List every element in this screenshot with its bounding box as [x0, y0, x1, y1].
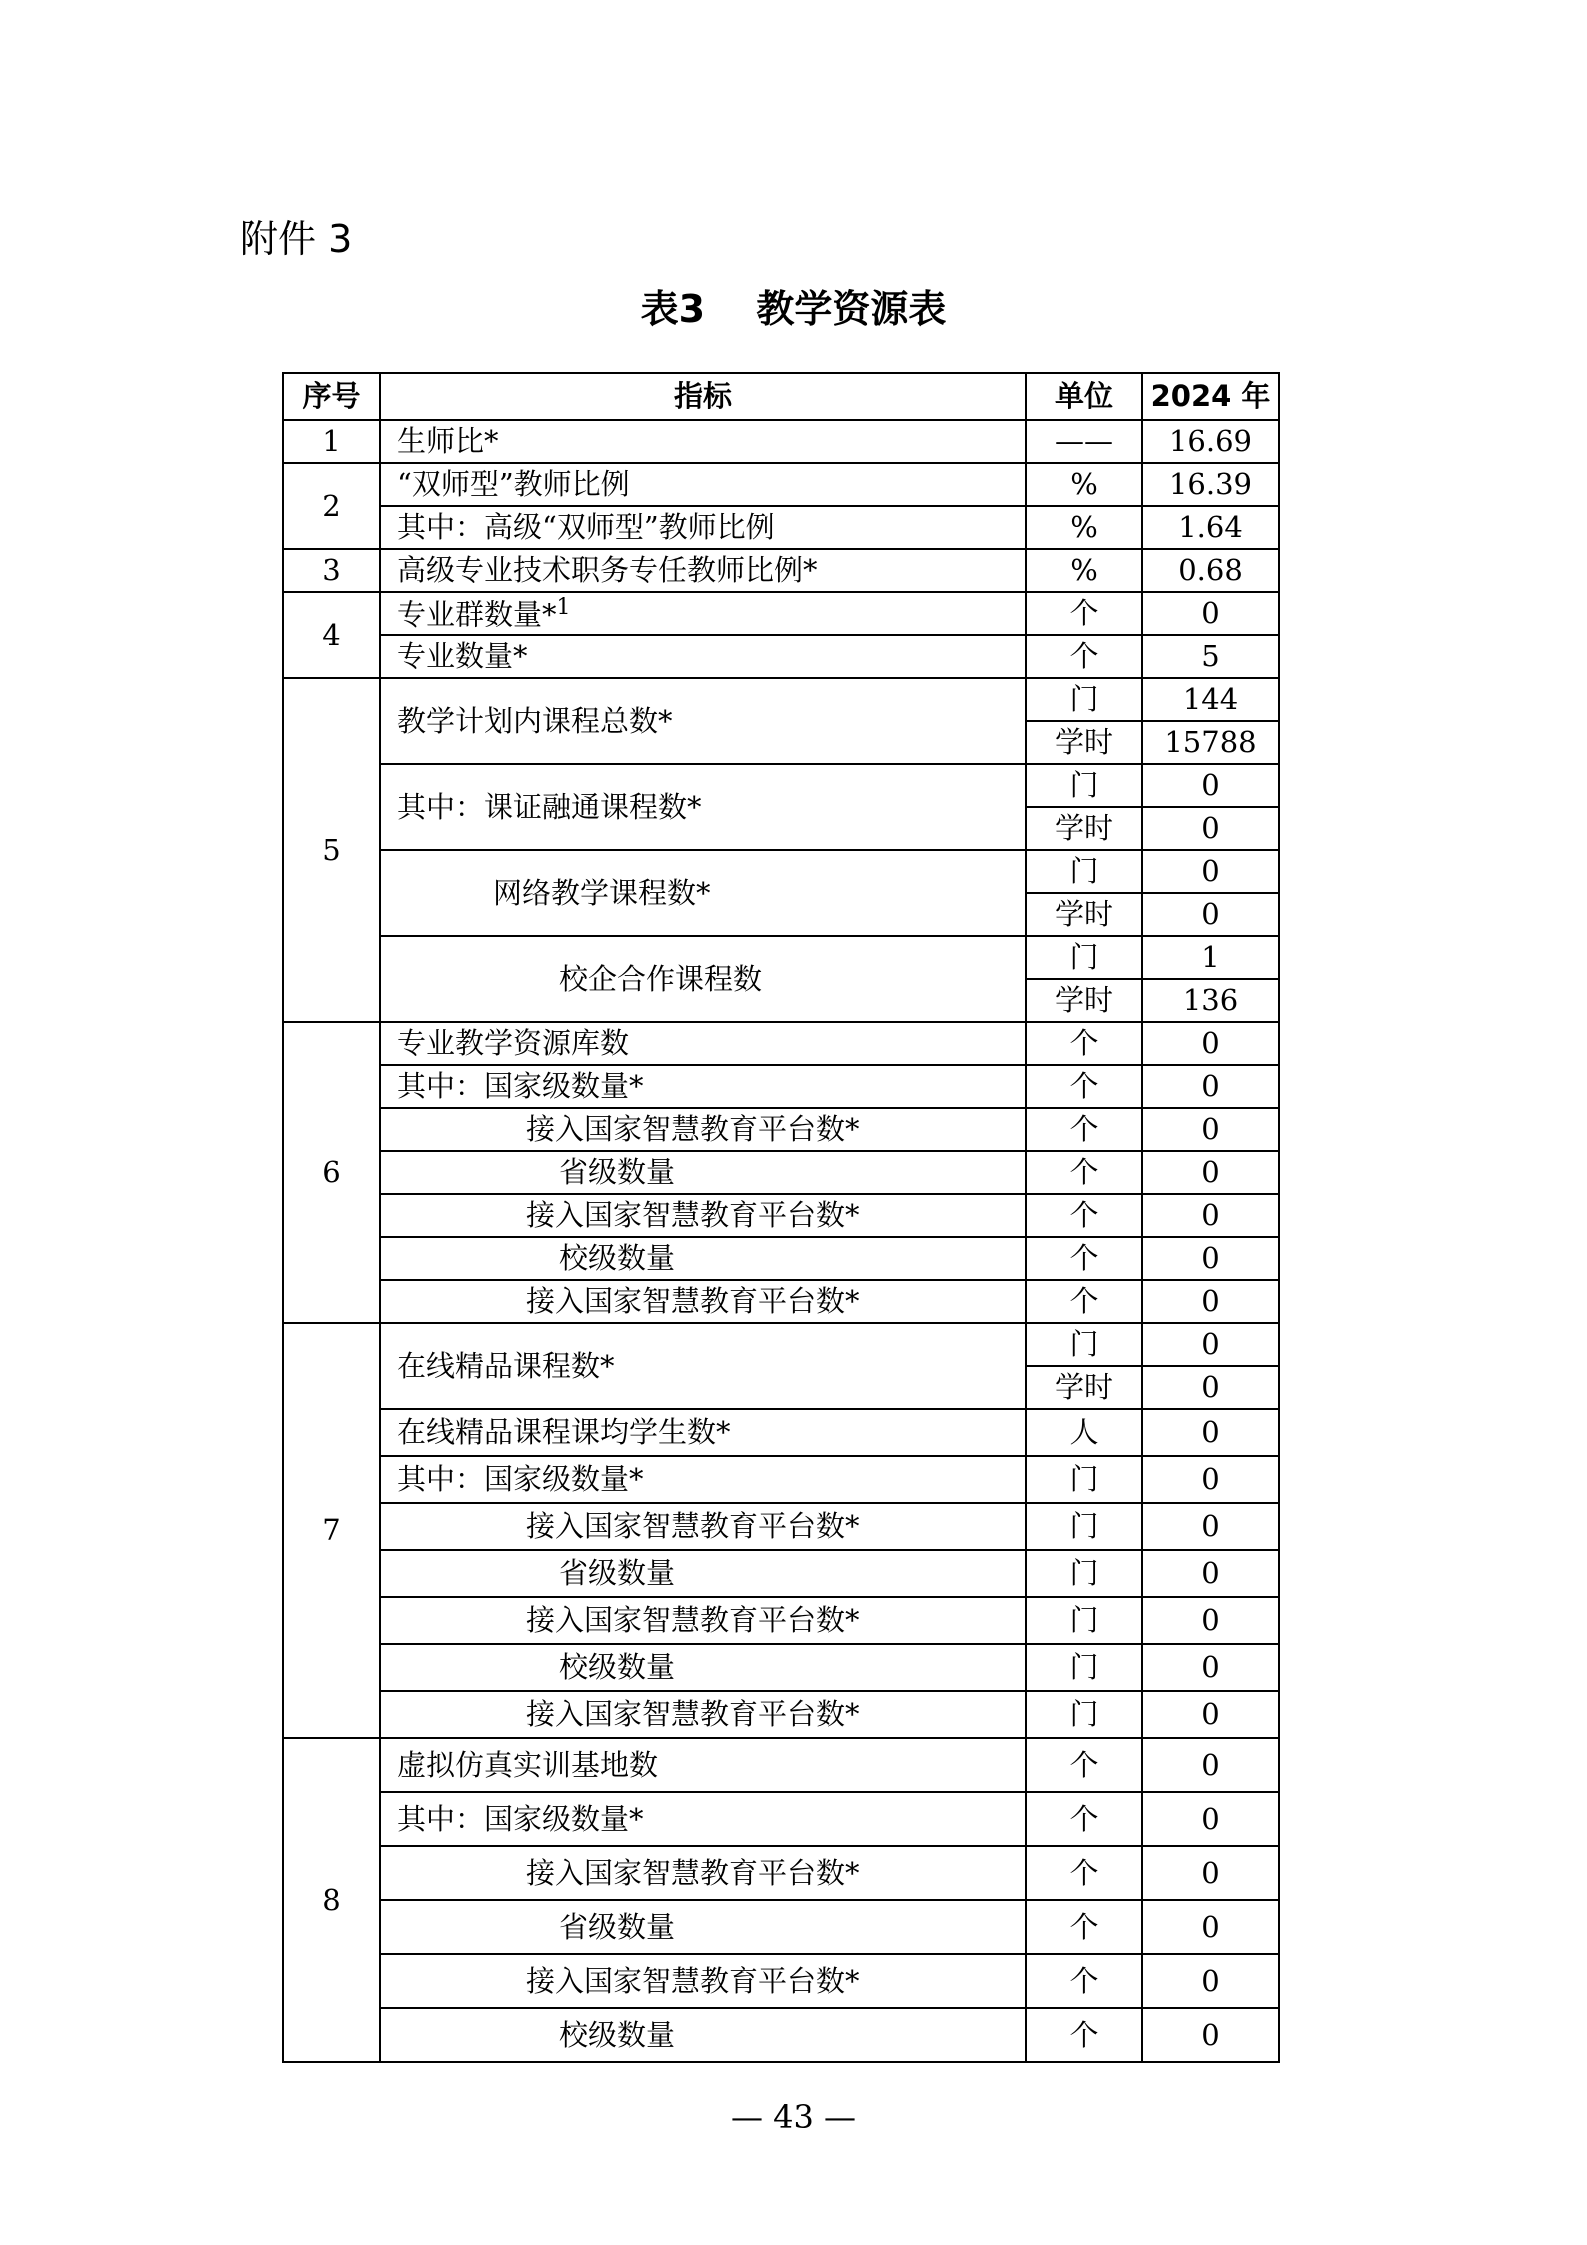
table-row — [283, 420, 1279, 463]
table-row — [283, 764, 1279, 807]
unit-cell: 个 — [1026, 1108, 1142, 1151]
unit-cell: 个 — [1026, 1022, 1142, 1065]
unit-cell: 门 — [1026, 1550, 1142, 1597]
value-cell: 0 — [1142, 1846, 1279, 1900]
unit-cell: 门 — [1026, 1323, 1142, 1366]
value-cell: 0 — [1142, 1738, 1279, 1792]
table-row — [283, 1738, 1279, 1792]
seq-cell: 6 — [283, 1022, 380, 1323]
seq-cell: 8 — [283, 1738, 380, 2062]
seq-cell: 5 — [283, 678, 380, 1022]
value-cell: 0 — [1142, 1366, 1279, 1409]
indicator-cell: 在线精品课程数* — [380, 1323, 1026, 1409]
table-row — [283, 1691, 1279, 1738]
value-cell: 1.64 — [1142, 506, 1279, 549]
table-row — [283, 1900, 1279, 1954]
indicator-cell: 接入国家智慧教育平台数* — [380, 1108, 1026, 1151]
unit-cell: % — [1026, 549, 1142, 592]
unit-cell: 个 — [1026, 1846, 1142, 1900]
table-row — [283, 1108, 1279, 1151]
unit-cell: 人 — [1026, 1409, 1142, 1456]
seq-cell: 2 — [283, 463, 380, 549]
unit-cell: 个 — [1026, 635, 1142, 678]
indicator-cell: 教学计划内课程总数* — [380, 678, 1026, 764]
value-cell: 0 — [1142, 1550, 1279, 1597]
table-title: 表3 教学资源表 — [640, 287, 947, 331]
table-row — [283, 592, 1279, 635]
unit-cell: 学时 — [1026, 979, 1142, 1022]
value-cell: 0 — [1142, 1456, 1279, 1503]
table-row — [283, 1503, 1279, 1550]
indicator-cell: 校级数量 — [380, 2008, 1026, 2062]
header-year: 2024 年 — [1142, 373, 1279, 420]
value-cell: 0 — [1142, 1409, 1279, 1456]
value-cell: 0 — [1142, 1108, 1279, 1151]
table-row — [283, 1597, 1279, 1644]
indicator-cell: 其中：高级“双师型”教师比例 — [380, 506, 1026, 549]
value-cell: 0 — [1142, 1237, 1279, 1280]
unit-cell: 个 — [1026, 1237, 1142, 1280]
value-cell: 0 — [1142, 807, 1279, 850]
indicator-cell: 专业教学资源库数 — [380, 1022, 1026, 1065]
unit-cell: 个 — [1026, 1194, 1142, 1237]
value-cell: 0 — [1142, 1900, 1279, 1954]
unit-cell: 学时 — [1026, 1366, 1142, 1409]
value-cell: 0 — [1142, 764, 1279, 807]
indicator-text: 专业群数量* — [397, 597, 557, 632]
indicator-cell: 校级数量 — [380, 1644, 1026, 1691]
value-cell: 15788 — [1142, 721, 1279, 764]
table-row — [283, 1456, 1279, 1503]
indicator-cell: 校企合作课程数 — [380, 936, 1026, 1022]
table-header-row — [283, 373, 1279, 420]
unit-cell: —— — [1026, 420, 1142, 463]
indicator-cell: 接入国家智慧教育平台数* — [380, 1503, 1026, 1550]
indicator-cell: “双师型”教师比例 — [380, 463, 1026, 506]
table-row — [283, 1644, 1279, 1691]
table-row — [283, 936, 1279, 979]
seq-cell: 7 — [283, 1323, 380, 1738]
indicator-cell: 接入国家智慧教育平台数* — [380, 1691, 1026, 1738]
indicator-cell: 虚拟仿真实训基地数 — [380, 1738, 1026, 1792]
value-cell: 0 — [1142, 1792, 1279, 1846]
header-unit: 单位 — [1026, 373, 1142, 420]
table-row — [283, 1846, 1279, 1900]
table-row — [283, 1954, 1279, 2008]
value-cell: 0 — [1142, 1323, 1279, 1366]
unit-cell: 个 — [1026, 1151, 1142, 1194]
unit-cell: 个 — [1026, 1954, 1142, 2008]
unit-cell: 学时 — [1026, 721, 1142, 764]
value-cell: 0 — [1142, 1597, 1279, 1644]
value-cell: 0 — [1142, 1022, 1279, 1065]
table-row — [283, 1280, 1279, 1323]
table-row — [283, 850, 1279, 893]
table-row — [283, 1065, 1279, 1108]
indicator-cell: 其中：国家级数量* — [380, 1456, 1026, 1503]
indicator-cell: 接入国家智慧教育平台数* — [380, 1597, 1026, 1644]
table-row — [283, 549, 1279, 592]
unit-cell: 学时 — [1026, 893, 1142, 936]
table-row — [283, 635, 1279, 678]
indicator-cell: 网络教学课程数* — [380, 850, 1026, 936]
table-row — [283, 1237, 1279, 1280]
indicator-cell: 接入国家智慧教育平台数* — [380, 1280, 1026, 1323]
unit-cell: % — [1026, 506, 1142, 549]
indicator-cell: 其中：国家级数量* — [380, 1792, 1026, 1846]
indicator-cell: 接入国家智慧教育平台数* — [380, 1846, 1026, 1900]
value-cell: 16.39 — [1142, 463, 1279, 506]
value-cell: 144 — [1142, 678, 1279, 721]
unit-cell: 门 — [1026, 1597, 1142, 1644]
table-row — [283, 1792, 1279, 1846]
value-cell: 0 — [1142, 1644, 1279, 1691]
unit-cell: 门 — [1026, 936, 1142, 979]
value-cell: 0 — [1142, 1065, 1279, 1108]
unit-cell: 个 — [1026, 592, 1142, 635]
value-cell: 0 — [1142, 850, 1279, 893]
value-cell: 5 — [1142, 635, 1279, 678]
indicator-cell: 生师比* — [380, 420, 1026, 463]
unit-cell: 门 — [1026, 1503, 1142, 1550]
value-cell: 0 — [1142, 592, 1279, 635]
unit-cell: 学时 — [1026, 807, 1142, 850]
value-cell: 0 — [1142, 2008, 1279, 2062]
teaching-resources-table — [282, 372, 1280, 2063]
indicator-cell: 校级数量 — [380, 1237, 1026, 1280]
unit-cell: 门 — [1026, 850, 1142, 893]
unit-cell: 门 — [1026, 1456, 1142, 1503]
value-cell: 16.69 — [1142, 420, 1279, 463]
indicator-cell: 接入国家智慧教育平台数* — [380, 1194, 1026, 1237]
table-row — [283, 1194, 1279, 1237]
indicator-cell: 省级数量 — [380, 1550, 1026, 1597]
value-cell: 136 — [1142, 979, 1279, 1022]
unit-cell: 门 — [1026, 678, 1142, 721]
value-cell: 1 — [1142, 936, 1279, 979]
footnote-marker: 1 — [556, 595, 571, 621]
value-cell: 0 — [1142, 1151, 1279, 1194]
value-cell: 0 — [1142, 1280, 1279, 1323]
unit-cell: 门 — [1026, 1691, 1142, 1738]
value-cell: 0 — [1142, 1194, 1279, 1237]
table-row — [283, 1550, 1279, 1597]
indicator-cell: 高级专业技术职务专任教师比例* — [380, 549, 1026, 592]
seq-cell: 1 — [283, 420, 380, 463]
unit-cell: % — [1026, 463, 1142, 506]
table-row — [283, 1323, 1279, 1366]
value-cell: 0 — [1142, 1954, 1279, 2008]
table-row — [283, 678, 1279, 721]
table-row — [283, 2008, 1279, 2062]
unit-cell: 门 — [1026, 1644, 1142, 1691]
unit-cell: 个 — [1026, 1900, 1142, 1954]
indicator-cell: 专业数量* — [380, 635, 1026, 678]
seq-cell: 4 — [283, 592, 380, 678]
table-row — [283, 1022, 1279, 1065]
table-row — [283, 506, 1279, 549]
indicator-cell: 省级数量 — [380, 1151, 1026, 1194]
unit-cell: 个 — [1026, 1738, 1142, 1792]
unit-cell: 个 — [1026, 1065, 1142, 1108]
page-number: — 43 — — [730, 2098, 857, 2136]
indicator-cell: 省级数量 — [380, 1900, 1026, 1954]
header-indicator: 指标 — [380, 373, 1026, 420]
indicator-cell: 其中：国家级数量* — [380, 1065, 1026, 1108]
unit-cell: 个 — [1026, 1792, 1142, 1846]
value-cell: 0 — [1142, 893, 1279, 936]
unit-cell: 个 — [1026, 2008, 1142, 2062]
value-cell: 0 — [1142, 1691, 1279, 1738]
indicator-cell: 在线精品课程课均学生数* — [380, 1409, 1026, 1456]
value-cell: 0 — [1142, 1503, 1279, 1550]
unit-cell: 个 — [1026, 1280, 1142, 1323]
indicator-cell: 其中：课证融通课程数* — [380, 764, 1026, 850]
value-cell: 0.68 — [1142, 549, 1279, 592]
table-row — [283, 1151, 1279, 1194]
indicator-cell — [380, 592, 1026, 635]
seq-cell: 3 — [283, 549, 380, 592]
attachment-label: 附件 3 — [240, 217, 353, 261]
table-row — [283, 1409, 1279, 1456]
unit-cell: 门 — [1026, 764, 1142, 807]
indicator-cell: 接入国家智慧教育平台数* — [380, 1954, 1026, 2008]
header-seq: 序号 — [283, 373, 380, 420]
table-row — [283, 463, 1279, 506]
